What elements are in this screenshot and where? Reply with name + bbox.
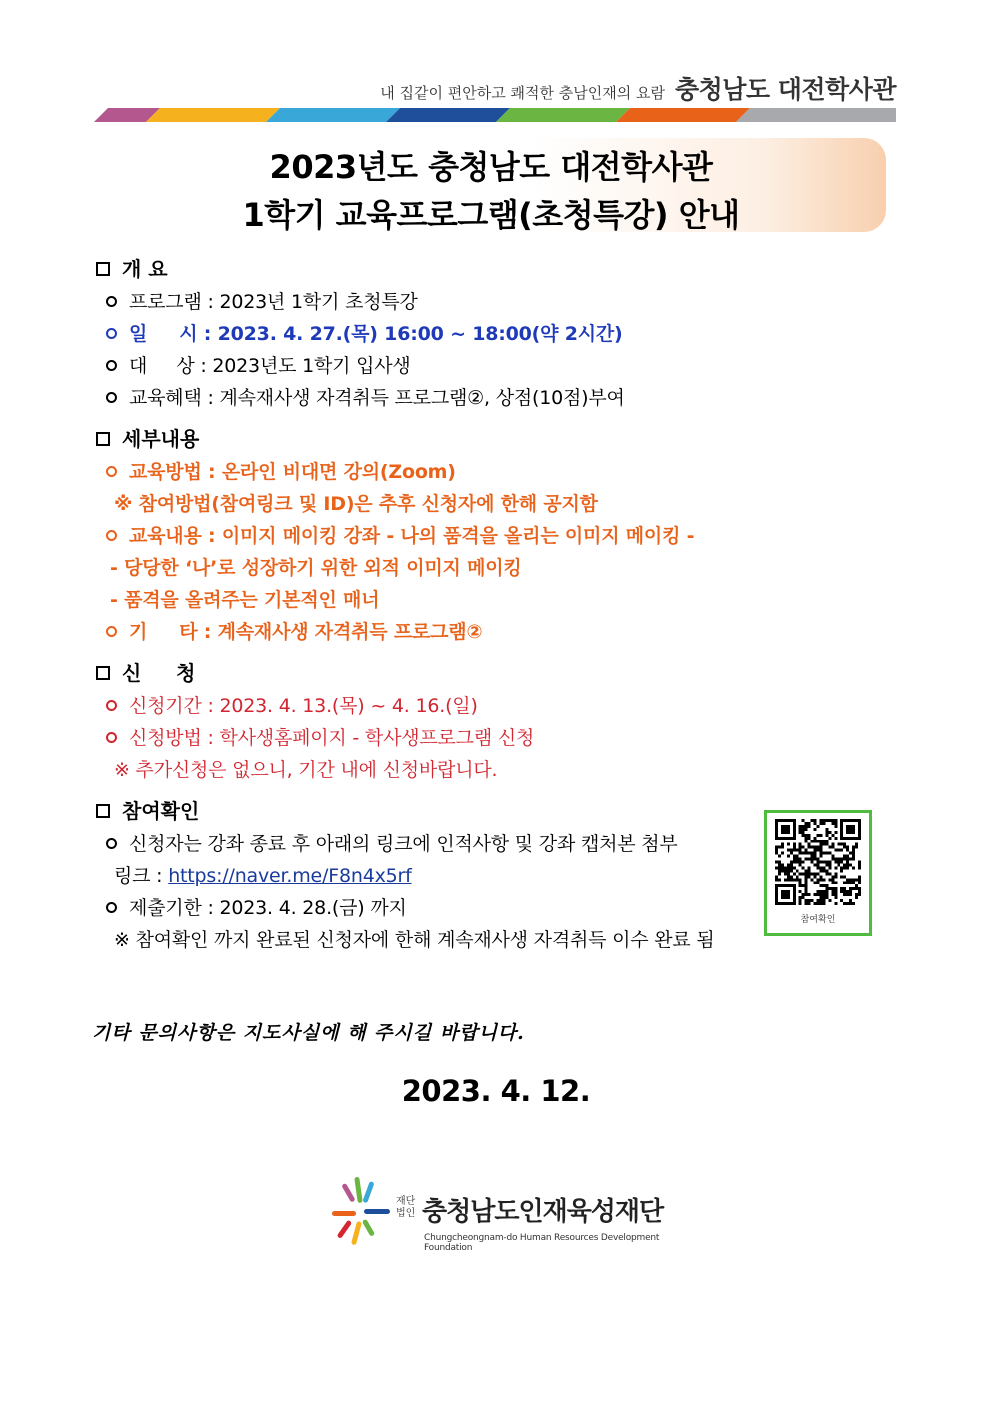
application-method: 신청방법 : 학사생홈페이지 - 학사생프로그램 신청 [96, 722, 906, 754]
overview-program: 프로그램 : 2023년 1학기 초청특강 [96, 286, 906, 318]
color-bar-segment [496, 108, 630, 122]
qr-code-pattern [775, 819, 861, 905]
checkbox-square-icon [96, 432, 110, 446]
document-date: 2023. 4. 12. [401, 1074, 591, 1108]
page-title-line2: 1학기 교육프로그램(초청특강) 안내 [242, 196, 740, 234]
circle-bullet-icon [106, 626, 117, 637]
overview-schedule: 일 시 : 2023. 4. 27.(목) 16:00 ~ 18:00(약 2시간) [96, 318, 906, 350]
qr-code[interactable] [764, 810, 872, 936]
confirmation-link-label: 링크 : [114, 865, 169, 887]
color-bar-segment [616, 108, 750, 122]
header [380, 70, 896, 106]
application-note: ※ 추가신청은 없으니, 기간 내에 신청바랍니다. [114, 759, 498, 781]
details-method-note: ※ 참여방법(참여링크 및 ID)은 추후 신청자에 한해 공지함 [114, 493, 598, 515]
color-bar-segment [146, 108, 280, 122]
circle-bullet-icon [106, 360, 117, 371]
qr-label: 참여확인 [800, 915, 836, 925]
details-content: 교육내용 : 이미지 메이킹 강좌 - 나의 품격을 올리는 이미지 메이킹 - [96, 520, 906, 552]
overview-benefit: 교육혜택 : 계속재사생 자격취득 프로그램②, 상점(10점)부여 [96, 382, 906, 414]
section-heading-application: 신 청 [96, 656, 906, 690]
color-bar-segment [386, 108, 510, 122]
application-period: 신청기간 : 2023. 4. 13.(목) ~ 4. 16.(일) [96, 690, 906, 722]
checkbox-square-icon [96, 262, 110, 276]
circle-bullet-icon [106, 392, 117, 403]
header-org-name: 충청남도 대전학사관 [674, 75, 896, 104]
circle-bullet-icon [106, 838, 117, 849]
section-heading-overview: 개 요 [96, 252, 906, 286]
circle-bullet-icon [106, 902, 117, 913]
details-method: 교육방법 : 온라인 비대면 강의(Zoom) [96, 456, 906, 488]
foundation-english-name: Chungcheongnam-do Human Resources Development Foundation [424, 1233, 660, 1253]
confirmation-deadline: 제출기한 : 2023. 4. 28.(금) 까지 [96, 892, 906, 924]
closing-remark: 기타 문의사항은 지도사실에 해 주시길 바랍니다. [92, 1022, 525, 1044]
foundation-prefix: 재단 법인 [396, 1196, 416, 1219]
checkbox-square-icon [96, 804, 110, 818]
page-title-line1: 2023년도 충청남도 대전학사관 [269, 148, 713, 186]
details-content-item: - 당당한 ‘나’로 성장하기 위한 외적 이미지 메이킹 [110, 557, 522, 579]
confirmation-note: ※ 참여확인 까지 완료된 신청자에 한해 계속재사생 자격취득 이수 완료 됨 [114, 929, 715, 951]
circle-bullet-icon [106, 296, 117, 307]
header-slogan: 내 집같이 편안하고 쾌적한 충남인재의 요람 [380, 84, 665, 102]
overview-target: 대 상 : 2023년도 1학기 입사생 [96, 350, 906, 382]
details-content-item: - 품격을 올려주는 기본적인 매너 [110, 589, 380, 611]
circle-bullet-icon [106, 328, 117, 339]
section-heading-details: 세부내용 [96, 422, 906, 456]
circle-bullet-icon [106, 732, 117, 743]
foundation-symbol-icon [326, 1175, 396, 1255]
color-bar-segment [736, 108, 896, 122]
confirmation-link[interactable]: https://naver.me/F8n4x5rf [168, 865, 412, 887]
foundation-logo [326, 1175, 666, 1255]
header-color-bar [94, 108, 896, 122]
foundation-name: 충청남도인재육성재단 [422, 1197, 664, 1227]
checkbox-square-icon [96, 666, 110, 680]
circle-bullet-icon [106, 530, 117, 541]
section-heading-confirmation: 참여확인 [96, 794, 906, 828]
confirmation-instruction: 신청자는 강좌 종료 후 아래의 링크에 인적사항 및 강좌 캡처본 첨부 [96, 828, 906, 860]
circle-bullet-icon [106, 466, 117, 477]
circle-bullet-icon [106, 700, 117, 711]
details-other: 기 타 : 계속재사생 자격취득 프로그램② [96, 616, 906, 648]
color-bar-segment [266, 108, 400, 122]
